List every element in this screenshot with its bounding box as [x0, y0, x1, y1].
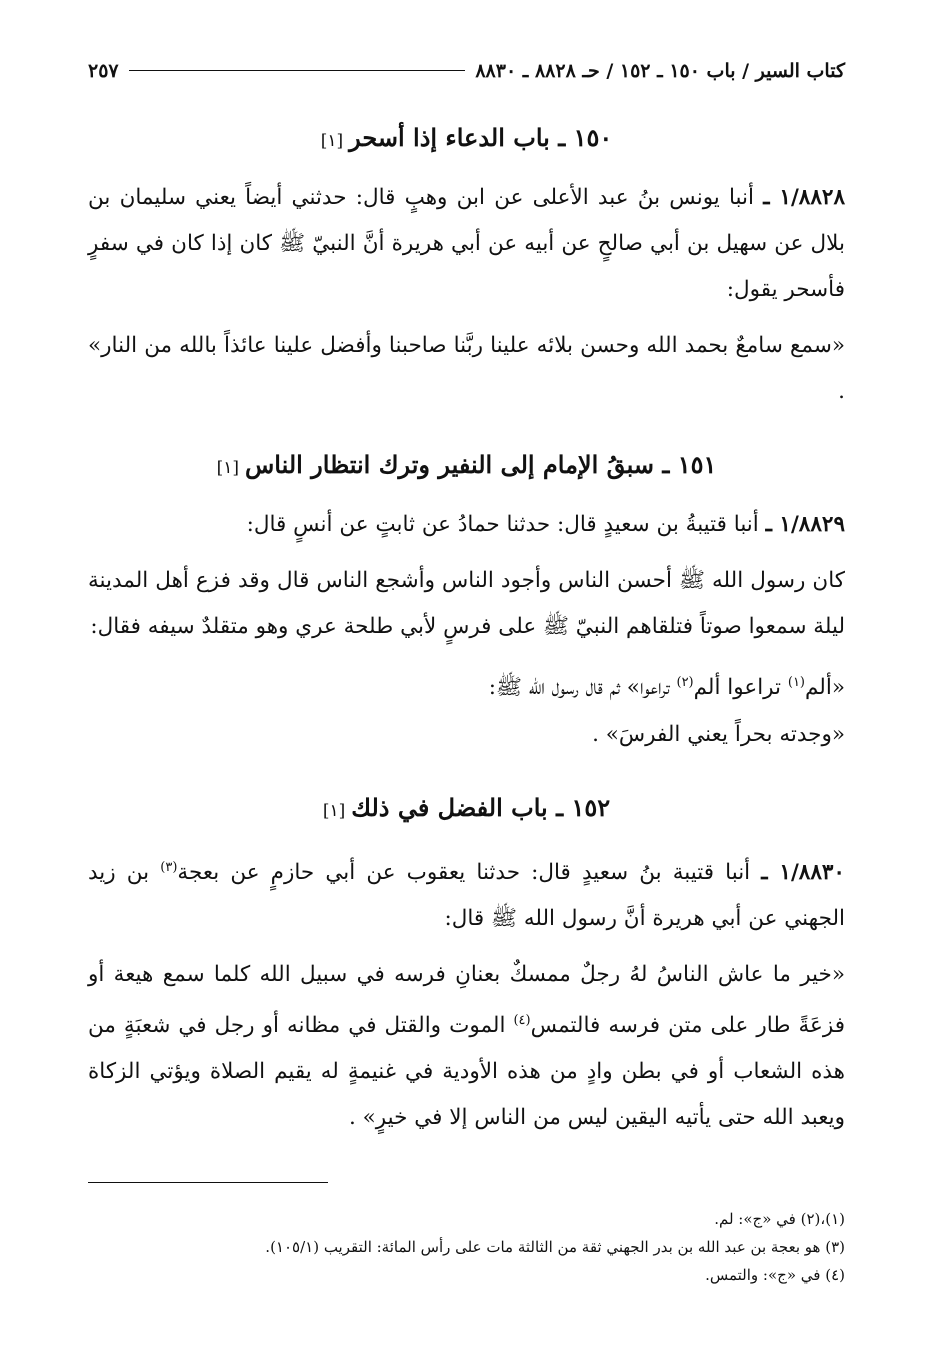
chapter-note: [١]	[322, 800, 346, 821]
header-rule	[129, 70, 466, 71]
footnote-ref: (١)	[787, 675, 805, 691]
hadith-8828-isnad: ١/٨٨٢٨ ـ أنبا يونس بنُ عبد الأعلى عن ابن وهبٍ قال: حدثني أيضاً يعني سليمان بن بلال عن سهيل بن أبي صالحٍ عن أبيه عن أبي هريرة أنَّ النبيّ ﷺ كان إذا كان في سفرٍ فأسحر يقول:	[88, 185, 845, 303]
hadith-8829-matn: كان رسول الله ﷺ أحسن الناس وأجود الناس وأشجع الناس قال وقد فزع أهل المدينة ليلة سمعوا صوتاً فتلقاهم النبيّ ﷺ على فرسٍ لأبي طلحة عري وهو متقلدٌ سيفه فقال:	[88, 568, 845, 640]
hadith-number: ١/٨٨٣٠ ـ	[761, 859, 845, 885]
chapter-title-152: ١٥٢ ـ باب الفضل في ذلك[١]	[322, 792, 611, 822]
hadith-8829-quote-1: «ألم$^{(١)}$ تراعوا ألم$^{(٢)}$ تراعوا» ثم قال رسول الله ﷺ:	[488, 675, 845, 701]
footnote-4: (٤) في «ج»: والتمس.	[705, 1266, 845, 1284]
footnote-1-2: (١)،(٢) في «ج»: لم.	[714, 1210, 845, 1228]
header-title: كتاب السير / باب ١٥٠ ـ ١٥٢ / حـ ٨٨٢٨ ـ ٨٨٣٠	[475, 60, 845, 82]
page-number: ٢٥٧	[88, 60, 119, 82]
hadith-number: ١/٨٨٢٩ ـ	[765, 512, 845, 538]
hadith-8829-isnad: ١/٨٨٢٩ ـ أنبا قتيبةُ بن سعيدٍ قال: حدثنا حمادُ عن ثابتٍ عن أنسٍ قال:	[246, 512, 845, 538]
hadith-8830-isnad: ١/٨٨٣٠ ـ أنبا قتيبة بنُ سعيدٍ قال: حدثنا يعقوب عن أبي حازمٍ عن بعجة$^{(٣)}$ بن زيد الجهني عن أبي هريرة أنَّ رسول الله ﷺ قال:	[88, 859, 845, 931]
hadith-8830-matn: «خير ما عاش الناسُ لهُ رجلٌ ممسكٌ بعنانِ فرسه في سبيل الله كلما سمع هيعة أو فزعَةً طار على متن فرسه فالتمس$^{(٤)}$ الموت والقتل في مظانه أو رجل في شعبَةٍ من هذه الشعاب أو في بطن وادٍ من هذه الأودية في غنيمةٍ له يقيم الصلاة ويؤتي الزكاة ويعبد الله حتى يأتيه اليقين ليس من الناس إلا في خيرٍ» .	[88, 961, 845, 1131]
footnote-ref: (٣)	[160, 859, 178, 875]
hadith-8828-matn: «سمع سامعٌ بحمد الله وحسن بلائه علينا ربَّنا صاحبنا وأفضل علينا عائذاً بالله من النار» .	[88, 333, 845, 405]
footnote-3: (٣) هو بعجة بن عبد الله بن بدر الجهني ثقة من الثالثة مات على رأس المائة: التقريب (١٠٥/١).	[265, 1238, 845, 1256]
chapter-title-151: ١٥١ ـ سبقُ الإمام إلى النفير وترك انتظار الناس[١]	[216, 450, 717, 480]
page	[88, 60, 845, 1364]
hadith-number: ١/٨٨٢٨ ـ	[763, 185, 845, 211]
hadith-8829-quote-2: «وجدته بحراً يعني الفرسَ» .	[592, 721, 845, 747]
footnotes	[88, 1205, 845, 1289]
chapter-note: [١]	[320, 131, 344, 151]
footnote-ref: (٤)	[513, 1012, 531, 1028]
running-header	[88, 60, 845, 82]
chapter-title-150: ١٥٠ ـ باب الدعاء إذا أسحر[١]	[320, 123, 613, 152]
footnote-ref: (٢)	[676, 675, 694, 691]
chapter-note: [١]	[216, 458, 239, 479]
footnote-separator	[88, 1182, 328, 1183]
